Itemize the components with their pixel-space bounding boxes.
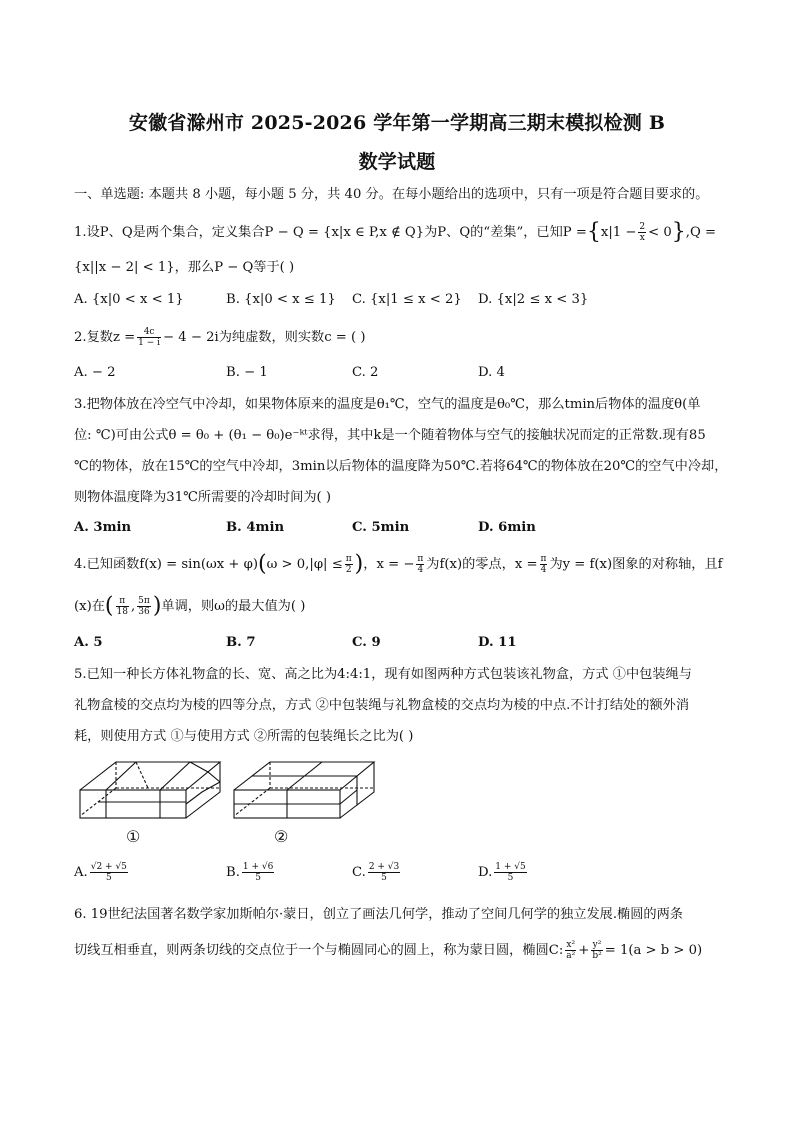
q5-option-b-fraction: $\frac{1 + √6}{5}$: [242, 862, 274, 883]
q4-option-b[interactable]: B. 7: [226, 635, 256, 650]
q1-option-d[interactable]: D. {x|2 ≤ x < 3}: [478, 292, 589, 307]
question-2-line: [74, 327, 724, 348]
q4-fraction-5: $\frac{5\pi}{36}$: [138, 596, 150, 617]
question-4-line-1: [74, 551, 724, 577]
q2-fraction: $\frac{4c}{1 - i}$: [138, 327, 161, 348]
q6-plus: +: [578, 943, 590, 958]
q6-text-b: = 1(a > b > 0): [604, 943, 703, 958]
q4-fraction-4: $\frac{\pi}{18}$: [116, 596, 128, 617]
q2-option-d[interactable]: D. 4: [478, 365, 505, 380]
q4-text-d: 为f(x)的零点，x =: [426, 557, 538, 572]
q5-option-c-fraction: $\frac{2 + √3}{5}$: [368, 862, 400, 883]
q5-option-b[interactable]: [226, 862, 276, 883]
q1-text-c: x|1 −: [600, 225, 637, 240]
q5-option-c[interactable]: [352, 862, 402, 883]
q2-option-b[interactable]: B. − 1: [226, 365, 268, 380]
figure-1-label: ①: [126, 827, 141, 846]
q5-option-a-fraction: $\frac{√2 + √5}{5}$: [90, 862, 127, 883]
q4-text-c: ，x = −: [363, 557, 415, 572]
question-4-line-2: (x)在( $\frac{\pi}{18}$ , $\frac{5\pi}{36}$ )单调，则ω的最大值为( ): [74, 593, 306, 619]
q6-fraction-1: $\frac{\text{x²}}{\text{a²}}$: [566, 940, 576, 961]
figure-2-label: ②: [274, 827, 289, 846]
q4-fraction-2: $\frac{\pi}{4}$: [417, 554, 424, 575]
q1-option-a[interactable]: A. {x|0 < x < 1}: [74, 292, 184, 307]
q3-option-b[interactable]: B. 4min: [226, 520, 285, 535]
right-paren-2: ): [152, 593, 162, 619]
question-1-line-1: [74, 219, 724, 245]
q3-option-c[interactable]: C. 5min: [352, 520, 410, 535]
q2-text-b: − 4 − 2i为纯虚数，则实数c = ( ): [163, 330, 366, 345]
q4-fraction-3: $\frac{\pi}{4}$: [540, 554, 547, 575]
q5-option-a-prefix: A.: [74, 865, 88, 880]
question-6-line-2: [74, 940, 724, 961]
page-subtitle: 数学试题: [358, 151, 436, 173]
q3-option-d[interactable]: D. 6min: [478, 520, 536, 535]
q5-option-b-prefix: B.: [226, 865, 240, 880]
q5-option-d[interactable]: [478, 862, 529, 883]
left-brace: {: [586, 219, 601, 245]
q2-option-c[interactable]: C. 2: [352, 365, 379, 380]
q2-option-a[interactable]: A. − 2: [74, 365, 116, 380]
question-5-line-2: 礼物盒棱的交点均为棱的四等分点，方式 ②中包装绳与礼物盒棱的交点均为棱的中点.不计打结处的额外消: [74, 698, 690, 713]
q4-fraction-1: $\frac{\pi}{2}$: [345, 554, 352, 575]
q4-text-b: ω > 0,|φ| ≤: [266, 557, 343, 572]
question-3-line-4: 则物体温度降为31℃所需要的冷却时间为( ): [74, 490, 332, 505]
box-figure-2: [232, 758, 380, 822]
question-1-line-2: {x||x − 2| < 1}，那么P − Q等于( ): [74, 260, 295, 275]
q4-option-a[interactable]: A. 5: [74, 635, 103, 650]
q4-text-g: 单调，则ω的最大值为( ): [161, 599, 306, 614]
q5-option-c-prefix: C.: [352, 865, 366, 880]
q4-text-f: (x)在: [74, 599, 105, 614]
q5-option-d-prefix: D.: [478, 865, 493, 880]
left-paren: (: [258, 551, 267, 577]
right-paren: ): [354, 551, 364, 577]
q6-text-a: 切线互相垂直，则两条切线的交点位于一个与椭圆同心的圆上，称为蒙日圆，椭圆C:: [74, 943, 564, 958]
q4-option-c[interactable]: C. 9: [352, 635, 381, 650]
q4-text-e: 为y = f(x)图象的对称轴，且f: [549, 557, 723, 572]
q5-option-d-fraction: $\frac{1 + √5}{5}$: [495, 862, 526, 883]
q1-option-c[interactable]: C. {x|1 ≤ x < 2}: [352, 292, 462, 307]
question-3-line-2: 位: ℃)可由公式θ = θ₀ + (θ₁ − θ₀)e⁻ᵏᵗ求得，其中k是一个随着物体与空气的接触状况而定的正常数.现有85: [74, 428, 706, 443]
question-3-line-3: ℃的物体，放在15℃的空气中冷却，3min以后物体的温度降为50℃.若将64℃的物体放在20℃的空气中冷却，: [74, 459, 728, 474]
left-paren-2: (: [104, 593, 114, 619]
q1-text-b: P、Q是两个集合，定义集合P − Q = {x|x ∈ P,x ∉ Q}为P、Q的“差集”，已知P =: [99, 225, 587, 240]
q6-fraction-2: $\frac{\text{y²}}{\text{b²}}$: [592, 940, 602, 961]
q2-text-a: 2.复数z =: [74, 330, 136, 345]
q3-option-a[interactable]: A. 3min: [74, 520, 132, 535]
box-figure-1: [78, 758, 226, 822]
q1-fraction: $\frac{2}{x}$: [639, 222, 646, 243]
question-6-line-1: 6. 19世纪法国著名数学家加斯帕尔·蒙日，创立了画法几何学，推动了空间几何学的独立发展.椭圆的两条: [74, 907, 683, 922]
section-heading: 一、单选题: 本题共 8 小题，每小题 5 分，共 40 分。在每小题给出的选项中，只有一项是符合题目要求的。: [74, 187, 709, 202]
question-5-line-1: 5.已知一种长方体礼物盒的长、宽、高之比为4:4:1，现有如图两种方式包装该礼物盒，方式 ①中包装绳与: [74, 667, 692, 682]
q4-text-a: 4.已知函数f(x) = sin(ωx + φ): [74, 557, 259, 572]
q1-text-a: 1.设: [74, 225, 100, 240]
q4-option-d[interactable]: D. 11: [478, 635, 517, 650]
q5-option-a[interactable]: [74, 862, 130, 883]
q1-text-d: < 0: [648, 225, 672, 240]
q1-text-e: ,Q =: [685, 225, 717, 240]
q1-option-b[interactable]: B. {x|0 < x ≤ 1}: [226, 292, 336, 307]
right-brace: }: [671, 219, 686, 245]
question-3-line-1: 3.把物体放在冷空气中冷却，如果物体原来的温度是θ₁℃，空气的温度是θ₀℃，那么tmin后物体的温度θ(单: [74, 397, 701, 412]
question-5-line-3: 耗，则使用方式 ①与使用方式 ②所需的包装绳长之比为( ): [74, 729, 414, 744]
page-title: 安徽省滁州市 2025-2026 学年第一学期高三期末模拟检测 B: [128, 112, 666, 134]
